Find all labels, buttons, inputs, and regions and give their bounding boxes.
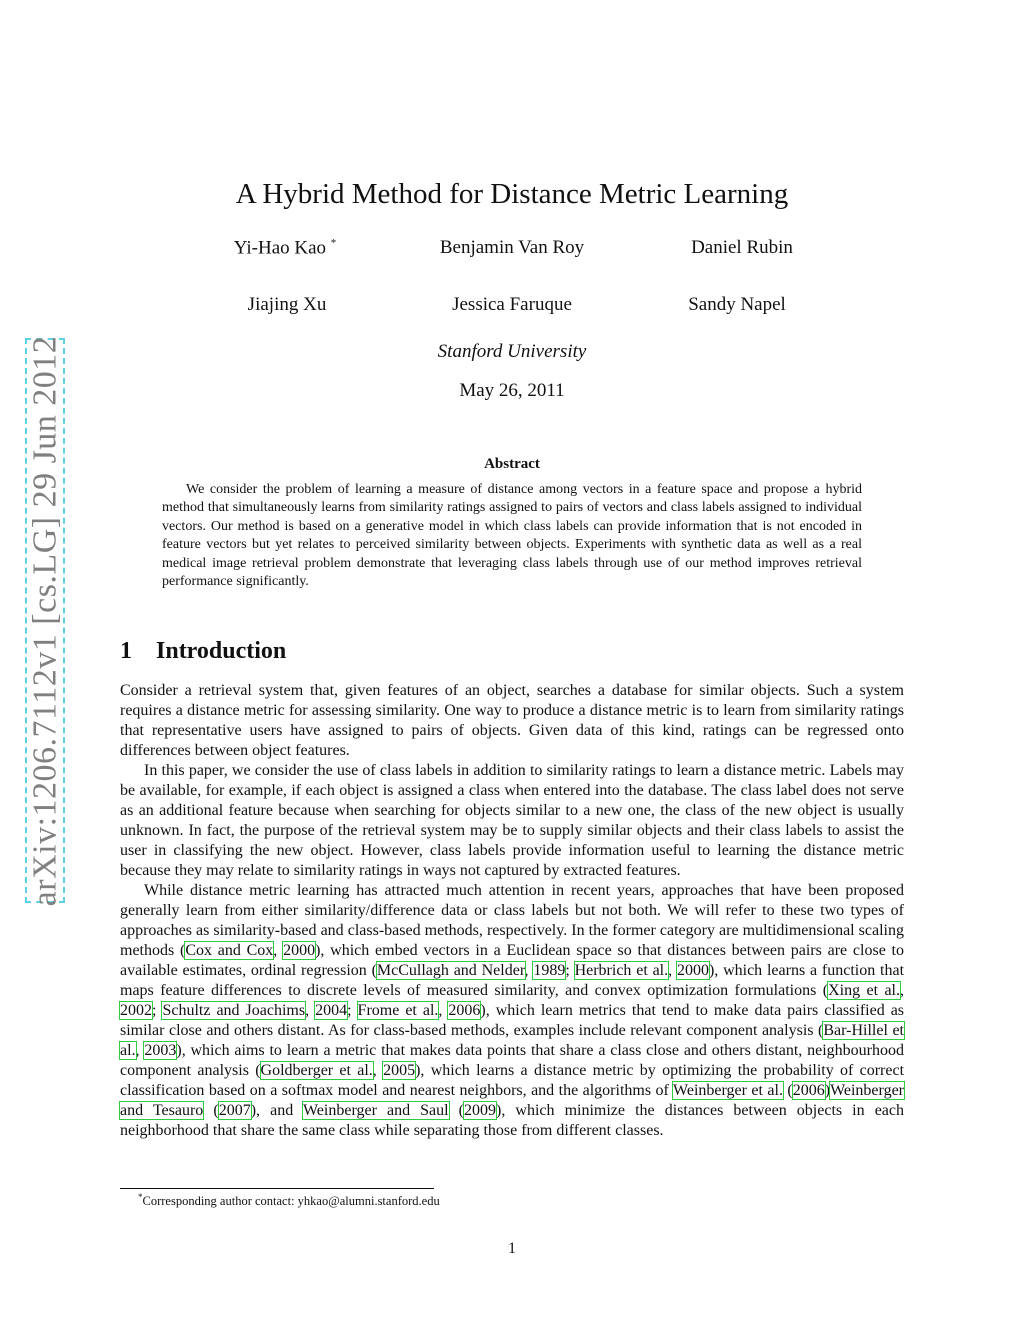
affiliation: Stanford University [437,341,587,362]
citation-link[interactable]: Goldberger et al. [260,1062,373,1079]
citation-link[interactable]: McCullagh and Nelder [376,962,525,979]
text-run: ( [782,1082,793,1099]
author-1-footnote-mark[interactable]: * [330,237,337,249]
citation-year-link[interactable]: 2009 [464,1102,497,1119]
footnote-mark: * [138,1192,143,1202]
text-run: ), and [250,1102,303,1119]
citation-year-link[interactable]: 2005 [383,1062,416,1079]
citation-year-link[interactable]: 2006 [448,1002,481,1019]
text-run: ( [203,1102,219,1119]
text-run: , [305,1002,316,1019]
text-run: ), which embed vectors in a Euclidean space so that distances between pairs are close to available estimates, ordinal regression ( [120,942,904,979]
arxiv-stamp [25,335,65,906]
footnote [120,1192,440,1209]
citation-year-link[interactable]: 2000 [676,962,709,979]
text-run: , [273,942,284,959]
section-title: Introduction [156,638,287,664]
text-run: , [524,962,534,979]
page-number: 1 [508,1240,516,1257]
author-2: Benjamin Van Roy [439,237,585,258]
citation-year-link[interactable]: 2003 [144,1042,177,1059]
abstract-heading: Abstract [484,456,540,472]
text-run: ), which learns a function that maps feature differences to discrete levels of measured similarity, and convex optimization formulations ( [120,962,905,999]
text-run: ; [152,1002,163,1019]
citation-link[interactable]: Bar-Hillel et al. [120,1022,905,1059]
text-run: , [668,962,677,979]
paragraph-2: In this paper, we consider the use of class labels in addition to similarity ratings to learn a distance metric. Labels may be available, for example, if each object is assigned a class when entered into the database. The class label does not serve as an additional feature because when searching for objects similar to a new one, the class of the new object is usually unknown. In fact, the purpose of the retrieval system may be to supply similar objects and their class labels to assist the user in classifying the new object. However, class labels provide information useful to learning the distance metric because they may relate to similarity ratings in ways not captured by extracted features. [120,762,904,879]
citation-year-link[interactable]: 2006 [792,1082,825,1099]
footnote-rule [120,1188,434,1189]
citation-link[interactable]: Weinberger et al. [673,1082,783,1099]
citation-year-link[interactable]: 2004 [315,1002,348,1019]
author-1 [234,237,337,259]
citation-year-link[interactable]: 2002 [120,1002,152,1019]
text-run: , [438,1002,449,1019]
citation-link[interactable]: Weinberger and Saul [302,1102,449,1119]
abstract-text: We consider the problem of learning a measure of distance among vectors in a feature space and propose a hybrid method that simultaneously learns from similarity ratings assigned to pairs of vectors and class labels assigned to individual vectors. Our method is based on a generative model in which class labels can provide information that is not encoded in feature vectors but yet relates to perceived similarity between objects. Experiments with synthetic data as well as a real medical image retrieval problem demonstrate that leveraging class labels through use of our method improves retrieval performance significantly. [162,482,862,590]
author-6: Sandy Napel [688,294,786,315]
author-3: Daniel Rubin [691,237,793,258]
text-run: ; [347,1002,358,1019]
text-run: ), which aims to learn a metric that makes data points that share a class close and others distant, neighbourhood component analysis ( [120,1042,904,1079]
text-run: , [900,982,905,999]
arxiv-stamp-text: arXiv:1206.7112v1 [cs.LG] 29 Jun 2012 [26,335,63,906]
paragraph-3 [120,881,904,1141]
text-run: , [372,1062,384,1079]
author-5: Jessica Faruque [452,294,572,315]
citation-link[interactable]: Schultz and Joachims [162,1002,306,1019]
citation-link[interactable]: Xing et al. [828,982,901,999]
date: May 26, 2011 [459,380,565,401]
author-1-name: Yi-Hao Kao [233,237,327,259]
text-run: ), which learn metrics that tend to make data pairs classified as similar close and others distant. As for class-based methods, examples include relevant component analysis ( [120,1002,905,1039]
text-run: While distance metric learning has attracted much attention in recent years, approaches that have been proposed generally learn from either similarity/difference data or class labels but not both. We will refer to these two types of approaches as similarity-based and class-based methods, respectively. In the former category are multidimensional scaling methods ( [120,882,904,959]
section-heading [120,638,286,665]
citation-year-link[interactable]: 2007 [218,1102,251,1119]
text-run: ), which minimize the distances between objects in each neighborhood that share the same class while separating those from different classes. [120,1102,905,1139]
intro-body [120,681,904,1141]
footnote-text: Corresponding author contact: yhkao@alumni.stanford.edu [142,1194,440,1209]
paragraph-1: Consider a retrieval system that, given features of an object, searches a database for similar objects. Such a system requires a distance metric for assessing similarity. One way to produce a distance metric is to learn from similarity ratings that representative users have assigned to pairs of objects. Given data of this kind, ratings can be regressed onto differences between object features. [120,682,904,759]
citation-link[interactable]: Herbrich et al. [574,962,669,979]
paper-title: A Hybrid Method for Distance Metric Learning [235,178,789,210]
text-run: ) [824,1082,831,1099]
text-run: ( [448,1102,465,1119]
section-number: 1 [120,638,132,664]
citation-link[interactable]: Weinberger and Tesauro [120,1082,904,1119]
text-run: , [135,1042,145,1059]
citation-link[interactable]: Frome et al. [357,1002,439,1019]
citation-year-link[interactable]: 2000 [283,942,316,959]
text-run: ; [565,962,575,979]
citation-year-link[interactable]: 1989 [533,962,566,979]
author-4: Jiajing Xu [247,294,327,315]
citation-link[interactable]: Cox and Cox [185,942,274,959]
text-run: ), which learns a distance metric by optimizing the probability of correct classification based on a softmax model and nearest neighbors, and the algorithms of [120,1062,905,1099]
